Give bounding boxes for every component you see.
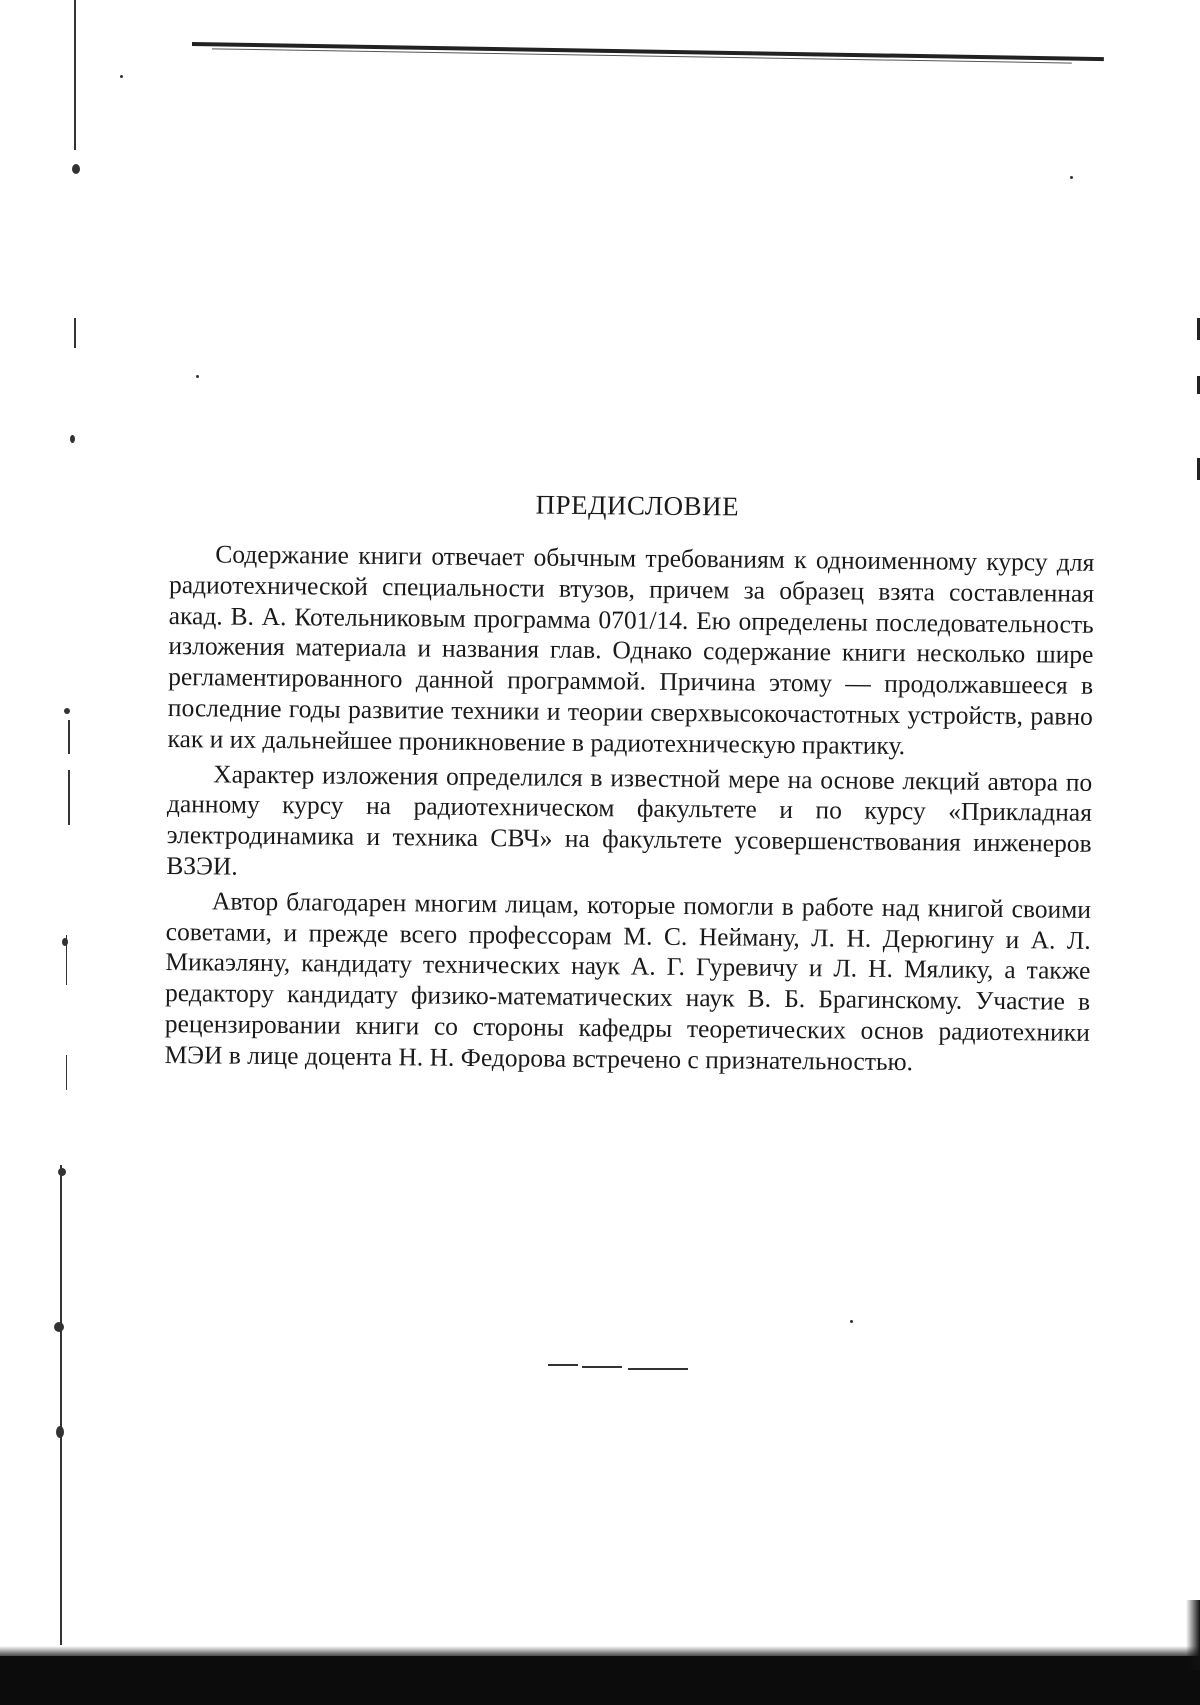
left-margin-line [74,318,76,348]
scan-speck [850,1320,853,1323]
right-scan-shadow [1186,1600,1200,1670]
scan-speck [72,164,80,174]
scan-speck [70,435,75,443]
end-ornament [548,1362,690,1372]
scan-speck [120,75,123,78]
left-margin-line [60,1165,62,1645]
left-margin-line [68,720,70,754]
scan-speck [196,375,199,378]
scan-speck [62,938,68,946]
scan-speck [54,1322,64,1332]
bottom-scan-border [0,1656,1200,1705]
scan-speck [58,1168,66,1176]
page-title: ПРЕДИСЛОВИЕ [535,489,740,522]
preface-text-block [164,486,1095,1083]
left-margin-line [74,0,76,150]
paragraph: Автор благодарен многим лицам, которые помогли в работе над книгой своими советами, и прежде всего профессорам М. С. Нейману, Л. Н. Дерюгину и А. Л. Микаэляну, кандидату технических наук А. Г. Гуревичу и Л. Н. Мялику, а также редактору кандидату физико-математических наук В. Б. Брагинскому. Участие в рецензировании книги со стороны кафедры теоретических основ радиотехники МЭИ в лице доцента Н. Н. Федорова встречено с признательностью. [164,886,1092,1076]
left-margin-line [66,1055,67,1090]
scan-speck [64,708,70,714]
top-rule [192,42,1104,61]
paragraph: Характер изложения определился в известной мере на основе лекций автора по данному курсу на радиотехническом факультете и по курсу «Прикладная электродинамика и техника СВЧ» на факультете усовершенствования инженеров ВЗЭИ. [166,759,1093,881]
paragraph: Содержание книги отвечает обычным требованиям к одноименному курсу для радиотехнической специальности втузов, причем за образец взята составленная акад. В. А. Котельниковым программа 0701/14. Ею определены последовательность изложения материала и названия глав. Однако содержание книги несколько шире регламентированного данной программой. Причина этому — продолжавшееся в последние годы развитие техники и теории сверхвысокочастотных устройств, равно как и их дальнейшее проникновение в радиотехническую практику. [167,539,1095,760]
scan-speck [1070,176,1073,179]
scan-speck [56,1426,64,1438]
left-margin-line [68,770,70,825]
